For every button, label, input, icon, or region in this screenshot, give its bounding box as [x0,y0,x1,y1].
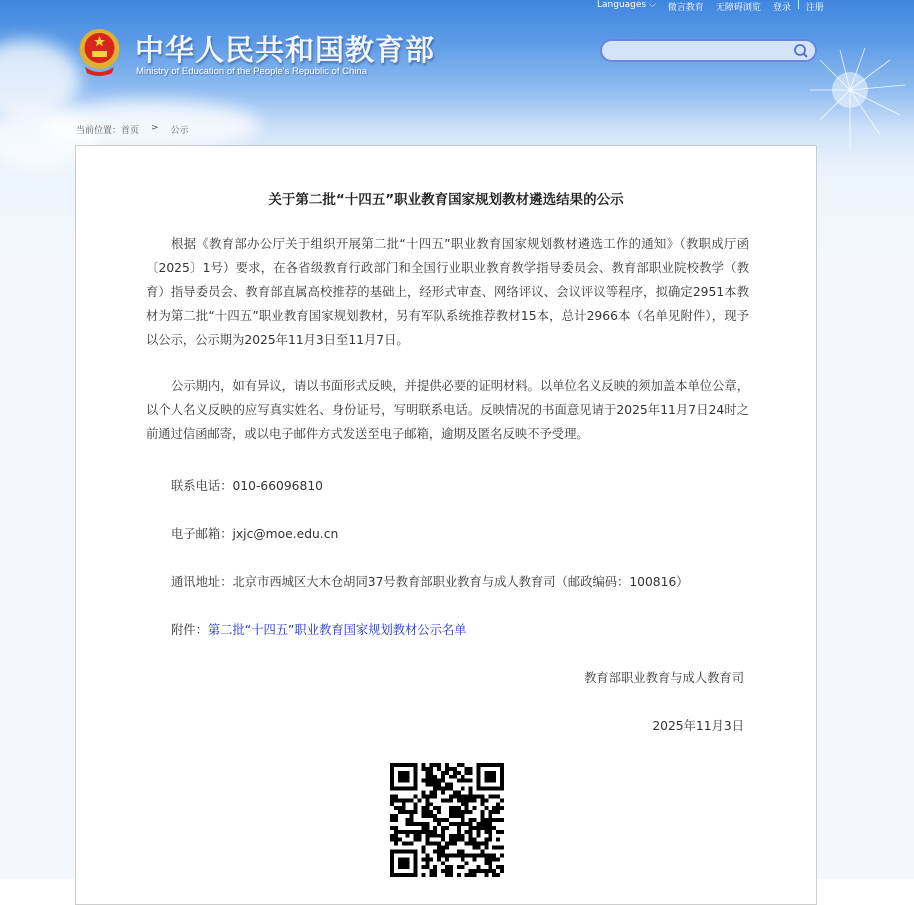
breadcrumb-current[interactable]: 公示 [170,126,189,136]
paragraph-2: 公示期内，如有异议，请以书面形式反映，并提供必要的证明材料。以单位名义反映的须加盖本单位公章，以个人名义反映的应写真实姓名、身份证号，写明联系电话。反映情况的书面意见请于2025年11月7日24时之前通过信函邮寄，或以电子邮件方式发送至电子邮箱，逾期及匿名反映不予受理。 [146,379,749,441]
divider: | [796,0,800,10]
article-container [75,145,817,905]
breadcrumb-label: 当前位置： [76,126,122,136]
register-link[interactable]: 注册 [805,3,824,13]
dandelion-decoration [790,40,914,150]
publish-date: 2025年11月3日 [652,719,744,733]
site-subtitle: Ministry of Education of the People's Republic of China [136,66,367,77]
signature: 教育部职业教育与成人教育司 [584,671,744,685]
top-links [597,0,824,13]
site-title: 中华人民共和国教育部 [135,33,436,67]
breadcrumb-separator: > [151,123,159,133]
search-input[interactable] [600,39,817,62]
login-link[interactable]: 登录 [772,3,791,13]
contact-address: 通讯地址：北京市西城区大木仓胡同37号教育部职业教育与成人教育司（邮政编码：100816） [171,575,689,589]
contact-phone: 联系电话：010-66096810 [171,479,323,493]
accessibility-link[interactable]: 无障碍浏览 [715,3,761,13]
breadcrumb [76,123,189,136]
qr-code-icon [390,760,504,880]
breadcrumb-home[interactable]: 首页 [121,126,140,136]
contact-email: 电子邮箱：jxjc@moe.edu.cn [171,527,339,541]
attachment-row [171,620,467,638]
paragraph-1: 根据《教育部办公厅关于组织开展第二批“十四五”职业教育国家规划教材遴选工作的通知》（教职成厅函〔2025〕1号）要求，在各省级教育行政部门和全国行业职业教育教学指导委员会、教育部职业院校教学（教育）指导委员会、教育部直属高校推荐的基础上，经形式审查、网络评议、会议评议等程序，拟确定2951本教材为第二批“十四五”职业教育国家规划教材，另有军队系统推荐教材15本，总计2966本（名单见附件），现予以公示，公示期为2025年11月3日至11月7日。 [146,237,749,347]
languages-menu[interactable]: Languages ⌵ [597,0,656,10]
weiyan-link[interactable]: 微言教育 [667,3,704,13]
article-title: 关于第二批“十四五”职业教育国家规划教材遴选结果的公示 [268,192,624,208]
attachment-label: 附件： [171,623,208,637]
attachment-link[interactable]: 第二批“十四五”职业教育国家规划教材公示名单 [207,623,467,637]
national-emblem-icon [77,27,122,77]
